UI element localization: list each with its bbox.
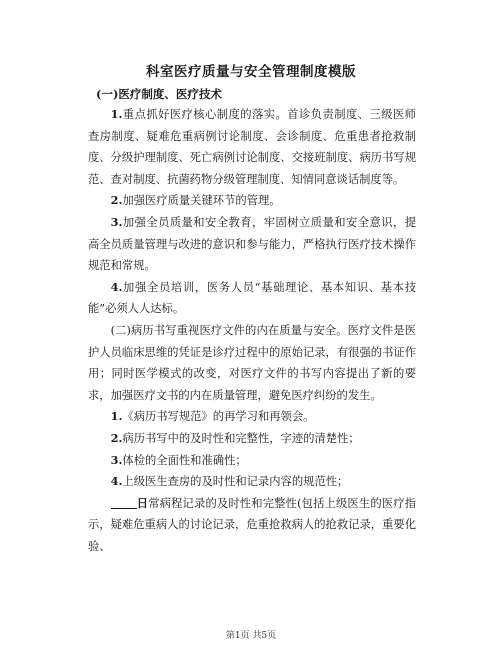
document-title: 科室医疗质量与安全管理制度模版 <box>146 64 356 80</box>
list-item: 4.上级医生查房的及时性和记录内容的规范性； <box>110 474 349 489</box>
last-paragraph: 日常病程记录的及时性和完整性(包括上级医生的医疗指示，疑难危重病人的讨论记录，危重抢救病人的抢救记录，重要化验、 <box>88 495 416 553</box>
list-item: 3.体检的全面性和准确性； <box>110 452 247 467</box>
list-item: 3.加强全员质量和安全教育，牢固树立质量和安全意识，提高全员质量管理与改进的意识和参与能力，严格执行医疗技术操作规范和常规。 <box>88 214 416 273</box>
blank-underline <box>111 495 137 509</box>
document-body <box>88 104 416 557</box>
section-heading: (一)医疗制度、医疗技术 <box>96 87 222 101</box>
list-item: 1.重点抓好医疗核心制度的落实。首诊负责制度、三级医师查房制度、疑难危重病例讨论制度、会诊制度、危重患者抢救制度、分级护理制度、死亡病例讨论制度、交接班制度、病历书写规范、查对制度、抗菌药物分级管理制度、知情同意谈话制度等。 <box>88 107 416 186</box>
page-footer: 第1页 共5页 <box>225 631 277 641</box>
list-item: 2.加强医疗质量关键环节的管理。 <box>110 193 281 208</box>
list-item: 2.病历书写中的及时性和完整性，字迹的清楚性； <box>110 430 360 445</box>
list-item: 4.加强全员培训，医务人员“基础理论、基本知识、基本技能”必须人人达标。 <box>88 279 416 316</box>
list-item: 1.《病历书写规范》的再学习和再领会。 <box>110 409 315 424</box>
section2-paragraph: (二)病历书写重视医疗文件的内在质量与安全。医疗文件是医护人员临床思维的凭证是诊疗过程中的原始记录，有很强的书证作用；同时医学模式的改变，对医疗文件的书写内容提出了新的要求，加强医疗文书的内在质量管理，避免医疗纠纷的发生。 <box>88 323 416 402</box>
